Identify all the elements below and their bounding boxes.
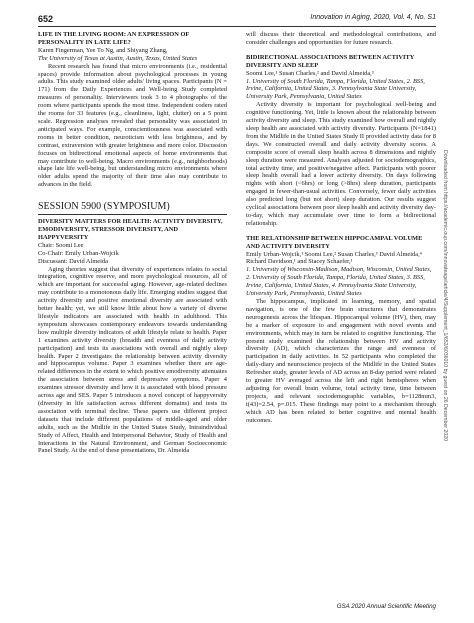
co-chair: Co-Chair: Emily Urban-Wojcik: [38, 249, 119, 257]
symposium-title: DIVERSITY MATTERS FOR HEALTH: ACTIVITY DIVERSITY, EMODIVERSITY, STRESSOR DIVERSITY, AND HAPPYVERSITY: [38, 218, 223, 241]
abstract-body: Recent research has found that micro environments (i.e., residential spaces) provide information about psychological processes in young adults. This study examined older adults' living spaces. Participants (N = 171) from the Daily Experiences and Well-being Study completed measures of personality. Interviewers took 3 to 4 photographs of the room where participants spends the most time. Independent coders rated the rooms for 33 features (e.g., cleanliness, light, clutter) on a 5 point scale. Regression analyses revealed that personality was associated in anticipated ways. For example, conscientiousness was associated with rooms in better condition, neuroticism with less brightness, and by contrast, extraversion with greater brightness and more color. Discussion focuses on bidirectional emotional aspects of home environments that may contribute to well-being. Macro environments (e.g., neighborhoods) shape late life well-being, but understanding micro environments where older adults spend the majority of their time also may contribute to advances in the field.: [38, 62, 227, 189]
abstract-body: Activity diversity is important for psychological well-being and cognitive functioning. Yet, little is known about the relationship between activity diversity and sleep. This study examined how overall and nightly sleep health are associated with activity diversity. Participants (N=1841) from the Midlife in the United States Study II provided activity data for 8 days. We constructed overall and daily activity diversity scores. A composite score of overall sleep health across 8 dimensions and nightly sleep duration were measured. Analyses adjusted for sociodemographics, total activity time, and positive/negative affect. Participants with poorer sleep health overall had a lower activity diversity. On days following nights with short (<6hrs) or long (>8hrs) sleep duration, participants engaged in fewer-than-usual activities. Conversely, fewer daily activities also predicted long (but not short) sleep duration. Our results suggest cyclical associations between poor sleep health and activity diversity day-to-day, which may accumulate over time to form a bidirectional relationship.: [246, 101, 436, 227]
session-title: SESSION 5900 (SYMPOSIUM): [38, 201, 170, 213]
header-rule: [38, 26, 436, 27]
abstract-affiliation: The University of Texas at Austin, Austin, Texas, United States: [38, 54, 198, 62]
abstract-affiliation: 1. University of South Florida, Tampa, Florida, United States, 2. BSS, Irvine, California, United States, 3. Pennsylvania State University, University Park, Pennsylvania, United States: [246, 77, 425, 101]
abstract-title: THE RELATIONSHIP BETWEEN HIPPOCAMPAL VOLUME AND ACTIVITY DIVERSITY: [246, 234, 423, 250]
abstract-title: LIFE IN THE LIVING ROOM: AN EXPRESSION OF PERSONALITY IN LATE LIFE?: [38, 31, 190, 46]
continuation-text: will discuss their theoretical and methodological contributions, and consider challenges and opportunities for future research.: [246, 31, 436, 46]
chair: Chair: Soomi Lee: [38, 241, 84, 249]
discussant: Discussant: David Almeida: [38, 257, 108, 265]
abstract-body: The hippocampus, implicated in learning, memory, and spatial navigation, is one of the few brain structures that demonstrates neurogenesis across the lifespan. Hippocampal volume (HV), then, may be a marker of exposure to and engagement with novel events and environments, which may in turn be related to cognitive functioning. The present study examined the relationship between HV and activity diversity (AD), which characterizes the range and evenness of participation in daily activities. In 52 participants who completed the daily-diary and neuroscience projects of the Midlife in the United States Refresher study, greater levels of AD across an 8-day period were related to greater HV averaged across the left and right hemispheres when adjusting for overall brain volume, total activity time, time between projects, and relevant sociodemographic variables, b=1128mm3, t(43)=2.54, p=.015. These findings may point to a mechanism through which AD has been related to better cognitive and mental health outcomes.: [246, 298, 436, 424]
page-header: [38, 14, 436, 26]
right-column: [246, 31, 436, 425]
abstract-affiliation: 1. University of Wisconsin-Madison, Madison, Wisconsin, United States, 2. University of South Florida, Tampa, Florida, United States, 3. BSS, Irvine, California, United States, 4. Pennsylvania State University, University Park, Pennsylvania, United States: [246, 266, 432, 298]
abstract-authors: Emily Urban-Wojcik,¹ Soomi Lee,² Susan Charles,³ David Almeida,⁴ Richard Davidson,¹ and Stacey Schaefer,¹: [246, 250, 422, 266]
abstract-authors: Soomi Lee,¹ Susan Charles,² and David Almeida,³: [246, 69, 374, 77]
page-number: 652: [38, 14, 54, 24]
abstract-authors: Karen Fingerman, Yee To Ng, and Shiyang Zhang,: [38, 46, 168, 54]
page-footer: GSA 2020 Annual Scientific Meeting: [336, 603, 436, 610]
abstract-title: BIDIRECTIONAL ASSOCIATIONS BETWEEN ACTIVITY DIVERSITY AND SLEEP: [246, 53, 415, 69]
left-column: [38, 31, 227, 455]
symposium-body: Aging theories suggest that diversity of experiences relates to social integration, cognitive reserve, and more psychological resources, all of which are important for successful aging. However, age-related declines may contribute to a monotonous daily life. Emerging studies suggest that activity diversity and positive emotional diversity are associated with better health; yet, we still know little about how a variety of diverse lifestyle indicators are associated with health in adulthood. This symposium showcases contemporary endeavors towards understanding how multiple diversity indicators of adult lifestyle relate to health. Paper 1 examines activity diversity (breadth and evenness of daily activity participation) and tests its associations with overall and nightly sleep health. Paper 2 investigates the relationship between activity diversity and hippocampus volume. Paper 3 examines whether there are age-related differences in the extent to which positive emodiversity attenuates the association between stress and depressive symptoms. Paper 4 examines stressor diversity and how it is associated with blood pressure across age and SES. Paper 5 introduces a novel concept of happyversity (diversity in life satisfaction across different domains) and tests its association with terminal decline. These papers use different project datasets that include different populations of middle-aged and older adults, such as the Midlife in the United States Study, Intraindividual Study of Affect, Health and Interpersonal Behavior, Study of Health and Interactions in the Natural Environment, and German Socioeconomic Panel Study. At the end of these presentations, Dr. Almeida: [38, 265, 227, 455]
download-notice: Downloaded from https://academic.oup.com/innovateage/article/4/Supplement_1/652/6036010 by guest on 26 December 2020: [442, 150, 448, 441]
journal-citation: Innovation in Aging, 2020, Vol. 4, No. S1: [310, 14, 436, 21]
session-rule: [38, 214, 227, 215]
